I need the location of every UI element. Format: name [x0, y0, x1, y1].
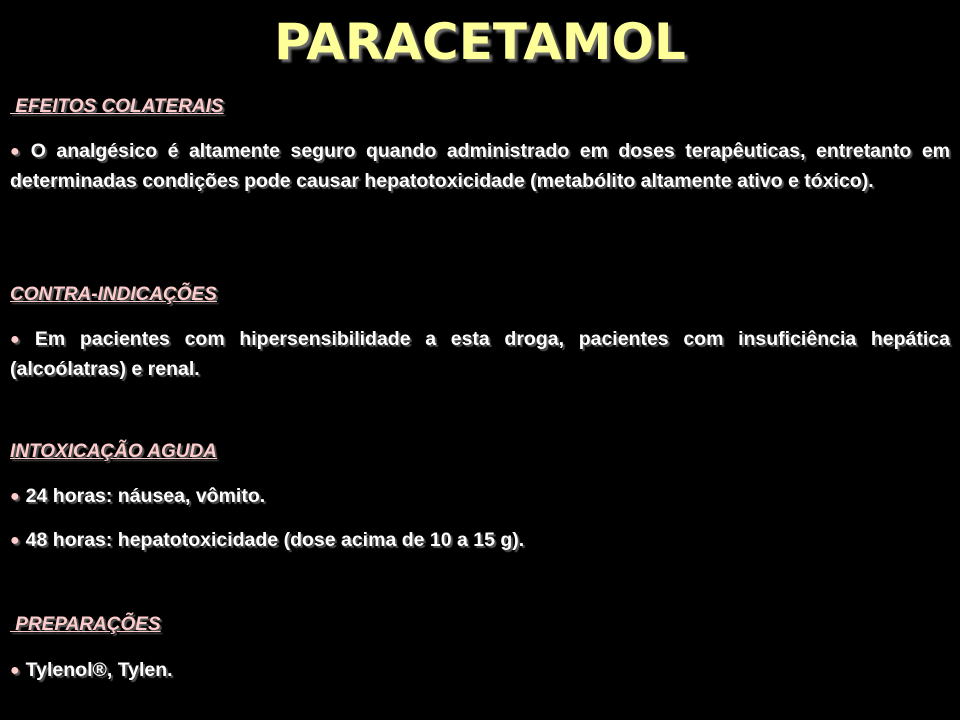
bullet-icon: ●: [10, 331, 29, 348]
paragraph-text: O analgésico é altamente seguro quando administrado em doses terapêuticas, entretanto em determinadas condições pode causar hepatotoxicidade (metabólito altamente ativo e tóxico).: [10, 140, 951, 192]
paragraph-efeitos-colaterais: [10, 137, 950, 195]
bullet-icon: ●: [10, 488, 20, 505]
list-item-intoxicacao-24h: [10, 482, 950, 512]
list-item-text: Tylenol®, Tylen.: [25, 659, 173, 681]
bullet-icon: ●: [10, 532, 20, 549]
list-item-text: 48 horas: hepatotoxicidade (dose acima de 10 a 15 g).: [25, 529, 525, 551]
paragraph-contra-indicacoes: [10, 325, 950, 383]
bullet-icon: ●: [10, 143, 25, 160]
heading-efeitos-colaterais: EFEITOS COLATERAIS: [10, 96, 224, 117]
slide-title: PARACETAMOL: [274, 13, 686, 71]
heading-intoxicacao-aguda: INTOXICAÇÃO AGUDA: [10, 441, 217, 462]
bullet-icon: ●: [10, 662, 20, 679]
heading-preparacoes: PREPARAÇÕES: [10, 614, 161, 635]
list-item-preparacoes: [10, 656, 950, 686]
paragraph-text: Em pacientes com hipersensibilidade a esta droga, pacientes com insuficiência hepática (alcoólatras) e renal.: [10, 328, 950, 380]
list-item-intoxicacao-48h: [10, 526, 950, 556]
heading-contra-indicacoes: CONTRA-INDICAÇÕES: [10, 284, 217, 305]
list-item-text: 24 horas: náusea, vômito.: [25, 485, 266, 507]
